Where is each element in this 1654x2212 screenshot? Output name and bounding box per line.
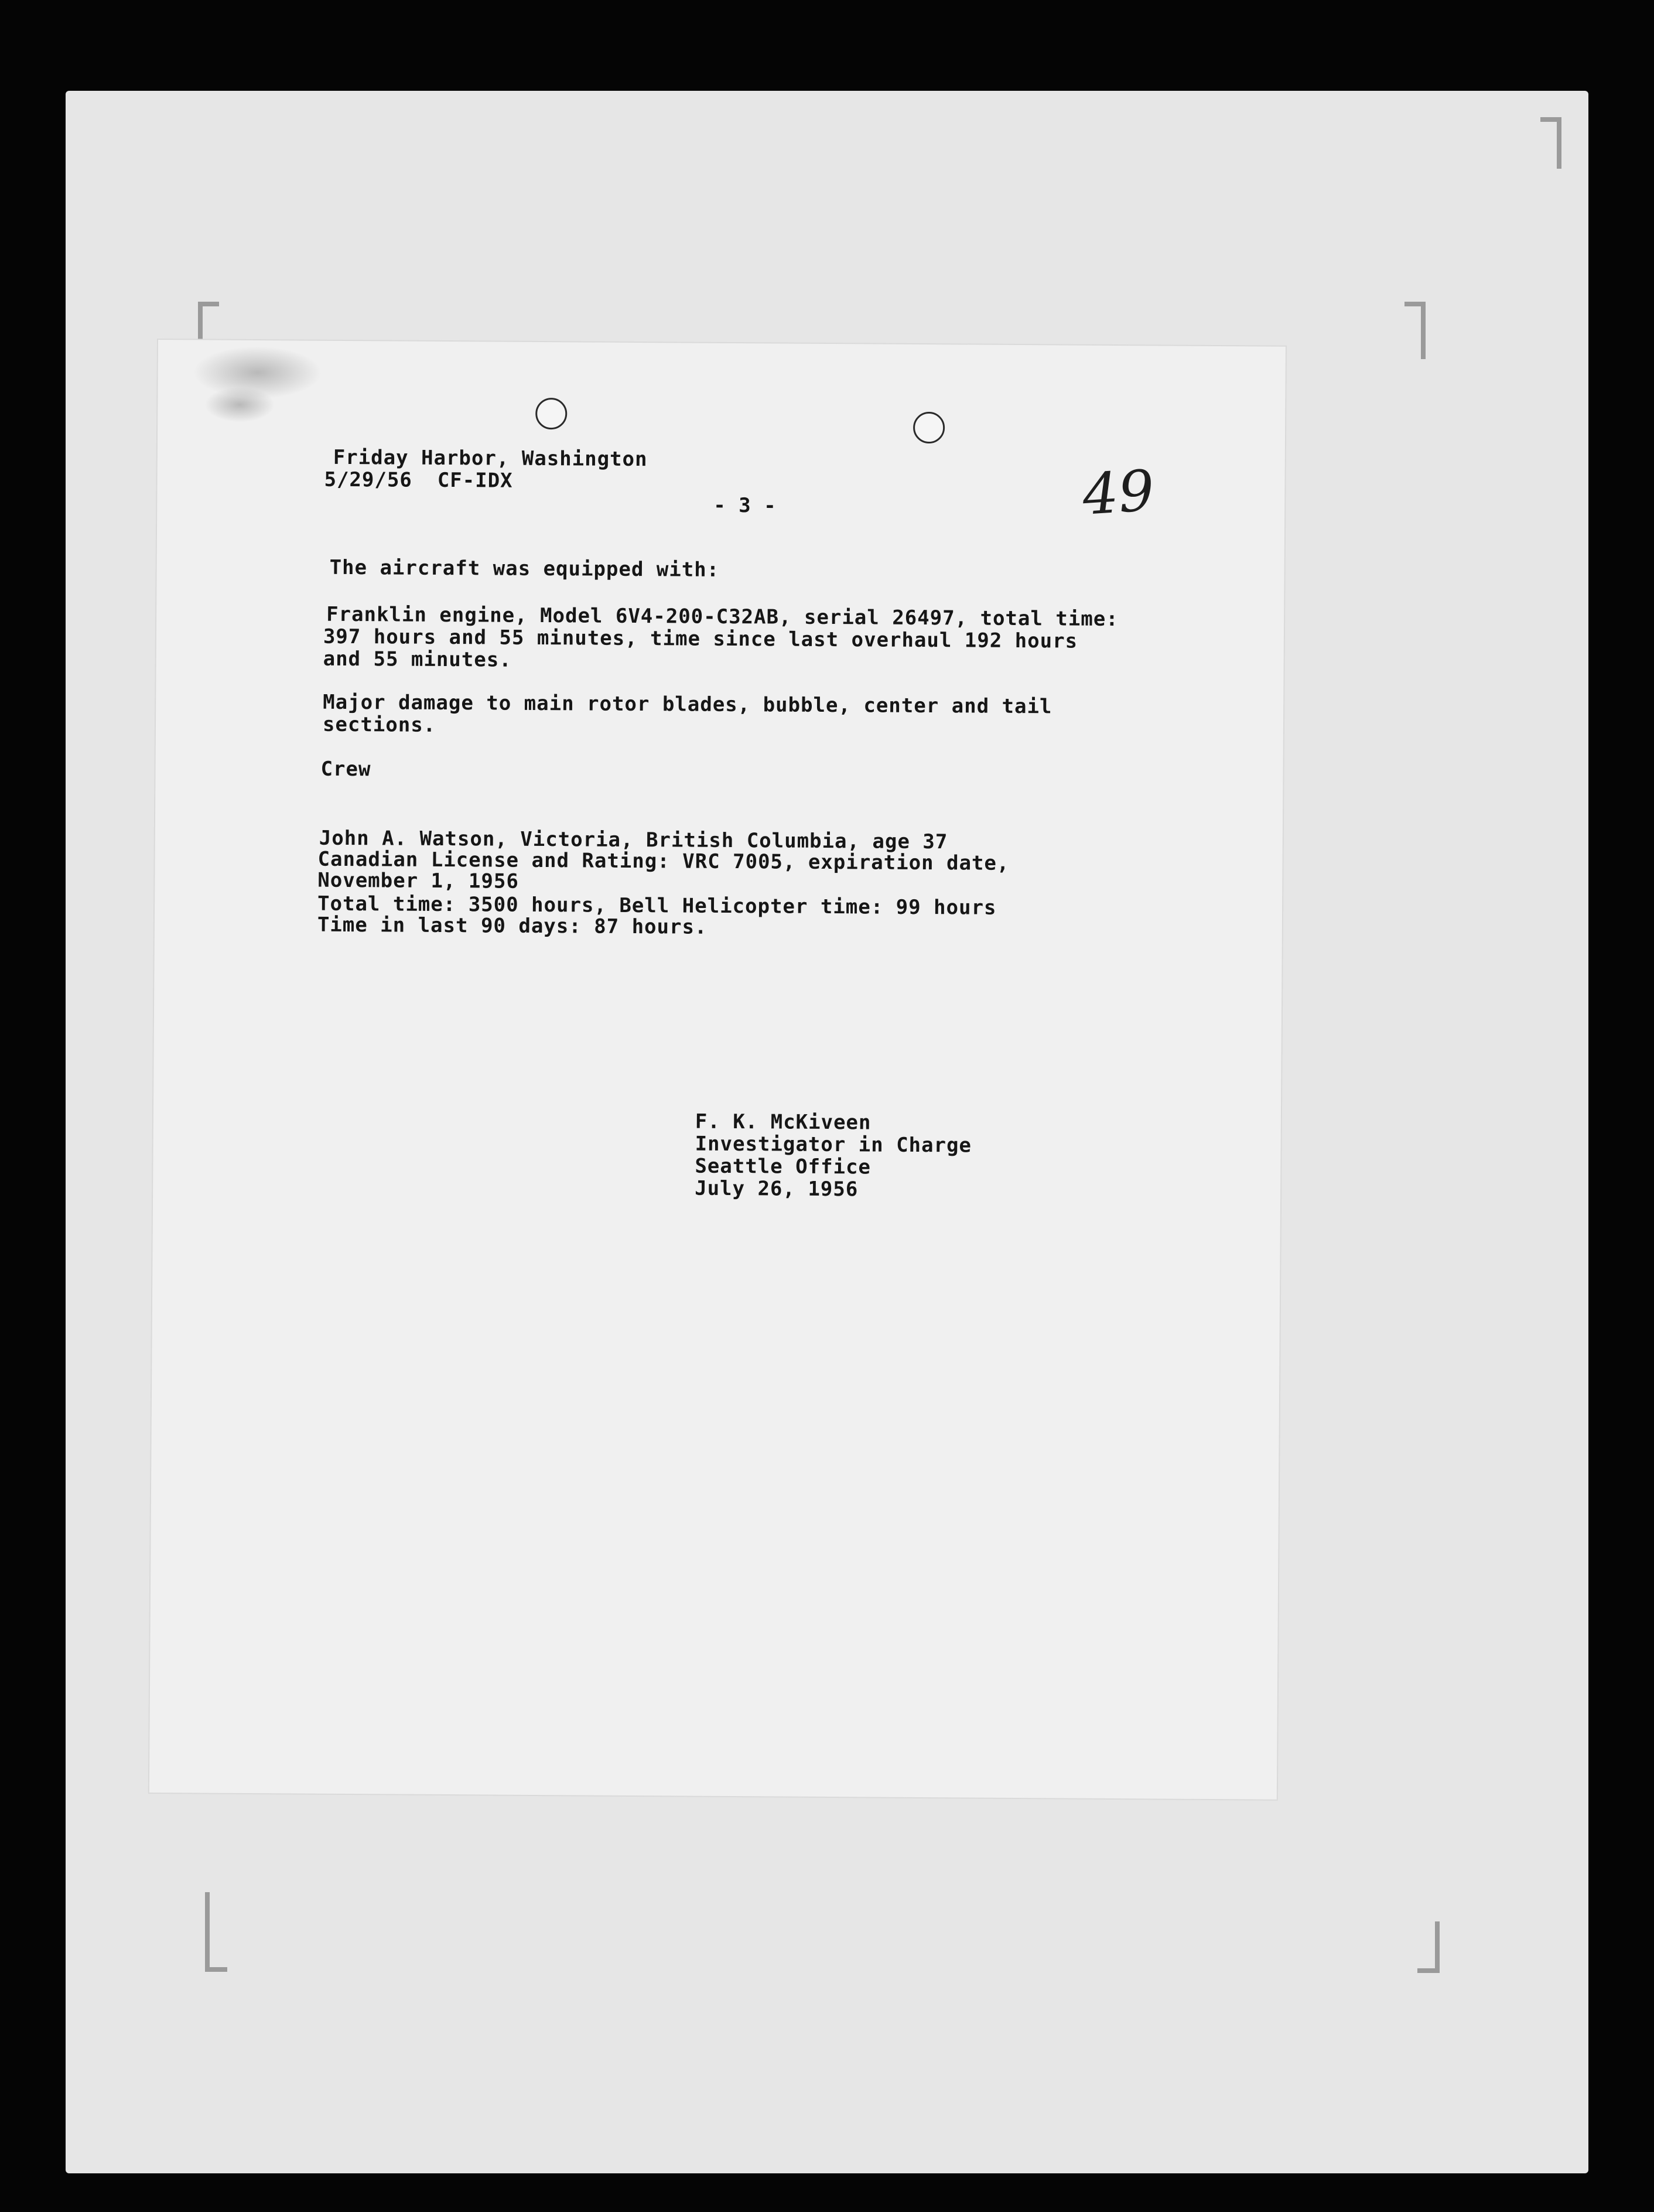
document-sheet: [149, 340, 1286, 1800]
pilot-line: John A. Watson, Victoria, British Columbia, age 37: [319, 826, 948, 854]
signature-title: Investigator in Charge: [695, 1132, 972, 1158]
pilot-line: November 1, 1956: [317, 868, 520, 893]
punch-hole: [535, 398, 567, 429]
pilot-line: Total time: 3500 hours, Bell Helicopter time: 99 hours: [317, 892, 997, 920]
handwritten-folio-number: 49: [1080, 458, 1157, 528]
signature-date: July 26, 1956: [695, 1176, 859, 1201]
signature-office: Seattle Office: [695, 1154, 872, 1179]
damage-line: sections.: [322, 712, 436, 737]
punch-hole: [913, 412, 945, 443]
crop-mark-top-right: [1404, 302, 1426, 359]
pilot-line: Canadian License and Rating: VRC 7005, expiration date,: [317, 847, 1010, 875]
damage-line: Major damage to main rotor blades, bubble, center and tail: [323, 690, 1052, 719]
crop-mark-board-top-right: [1540, 117, 1561, 169]
engine-line: 397 hours and 55 minutes, time since last overhaul 192 hours: [323, 624, 1078, 653]
signature-name: F. K. McKiveen: [695, 1110, 872, 1135]
crew-heading: Crew: [320, 757, 371, 781]
page-number: - 3 -: [713, 493, 777, 518]
header-date-registration: 5/29/56 CF-IDX: [324, 467, 513, 493]
crop-mark-top-left: [198, 302, 219, 342]
header-location: Friday Harbor, Washington: [333, 445, 648, 472]
engine-line: Franklin engine, Model 6V4-200-C32AB, serial 26497, total time:: [326, 602, 1119, 631]
crop-mark-bottom-right: [1417, 1921, 1440, 1973]
engine-line: and 55 minutes.: [323, 647, 512, 672]
crop-mark-bottom-left: [205, 1892, 227, 1972]
equipment-intro: The aircraft was equipped with:: [329, 555, 720, 582]
pilot-line: Time in last 90 days: 87 hours.: [317, 913, 708, 939]
torn-corner-smudge: [204, 387, 275, 422]
